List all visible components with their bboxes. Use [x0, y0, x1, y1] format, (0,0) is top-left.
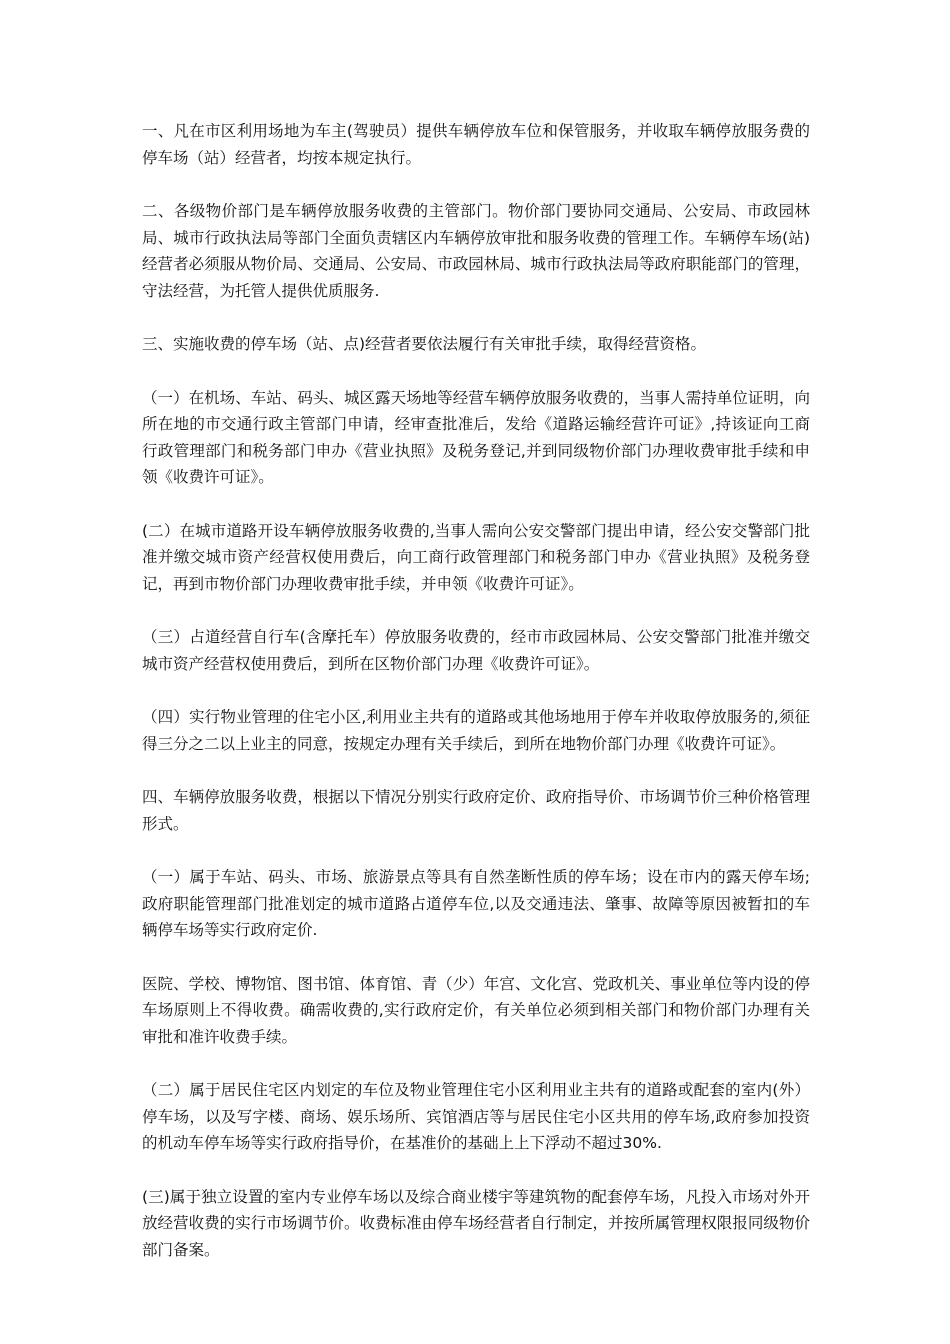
paragraph-3: 三、实施收费的停车场（站、点)经营者要依法履行有关审批手续，取得经营资格。: [142, 335, 707, 353]
paragraph-4: （一）在机场、车站、码头、城区露天场地等经营车辆停放服务收费的，当事人需持单位证明，向所在地的市交通行政主管部门申请，经审查批准后，发给《道路运输经营许可证》,持该证向工商行政管理部门和税务部门申办《营业执照》及税务登记,并到同级物价部门办理收费审批手续和申领《收费许可证》。: [142, 388, 810, 486]
paragraph-1: 一、凡在市区利用场地为车主(驾驶员）提供车辆停放车位和保管服务，并收取车辆停放服务费的停车场（站）经营者，均按本规定执行。: [142, 122, 810, 167]
paragraph-10: 医院、学校、博物馆、图书馆、体育馆、青（少）年宫、文化宫、党政机关、事业单位等内设的停车场原则上不得收费。确需收费的,实行政府定价，有关单位必须到相关部门和物价部门办理有关审批和准许收费手续。: [142, 974, 810, 1046]
document-page: [142, 118, 810, 1290]
paragraph-2: 二、各级物价部门是车辆停放服务收费的主管部门。物价部门要协同交通局、公安局、市政园林局、城市行政执法局等部门全面负责辖区内车辆停放审批和服务收费的管理工作。车辆停车场(站)经营者必须服从物价局、交通局、公安局、市政园林局、城市行政执法局等政府职能部门的管理，守法经营，为托管人提供优质服务.: [142, 202, 810, 300]
paragraph-11: （二）属于居民住宅区内划定的车位及物业管理住宅小区利用业主共有的道路或配套的室内(外）停车场，以及写字楼、商场、娱乐场所、宾馆酒店等与居民住宅小区共用的停车场,政府参加投资的机动车停车场等实行政府指导价，在基准价的基础上上下浮动不超过30%.: [142, 1081, 810, 1152]
paragraph-12: (三)属于独立设置的室内专业停车场以及综合商业楼宇等建筑物的配套停车场，凡投入市场对外开放经营收费的实行市场调节价。收费标准由停车场经营者自行制定，并按所属管理权限报同级物价部门备案。: [142, 1187, 810, 1259]
paragraph-9: （一）属于车站、码头、市场、旅游景点等具有自然垄断性质的停车场；设在市内的露天停车场;政府职能管理部门批准划定的城市道路占道停车位,以及交通违法、肇事、故障等原因被暂扣的车辆停车场等实行政府定价.: [142, 868, 810, 939]
paragraph-8: 四、车辆停放服务收费，根据以下情况分别实行政府定价、政府指导价、市场调节价三种价格管理形式。: [142, 788, 810, 833]
paragraph-7: （四）实行物业管理的住宅小区,利用业主共有的道路或其他场地用于停车并收取停放服务的,须征得三分之二以上业主的同意，按规定办理有关手续后，到所在地物价部门办理《收费许可证》。: [142, 708, 810, 753]
paragraph-5: (二）在城市道路开设车辆停放服务收费的,当事人需向公安交警部门提出申请，经公安交警部门批准并缴交城市资产经营权使用费后，向工商行政管理部门和税务部门申办《营业执照》及税务登记，再到市物价部门办理收费审批手续，并申领《收费许可证》。: [142, 521, 810, 593]
paragraph-6: （三）占道经营自行车(含摩托车）停放服务收费的，经市市政园林局、公安交警部门批准并缴交城市资产经营权使用费后，到所在区物价部门办理《收费许可证》。: [142, 628, 810, 673]
